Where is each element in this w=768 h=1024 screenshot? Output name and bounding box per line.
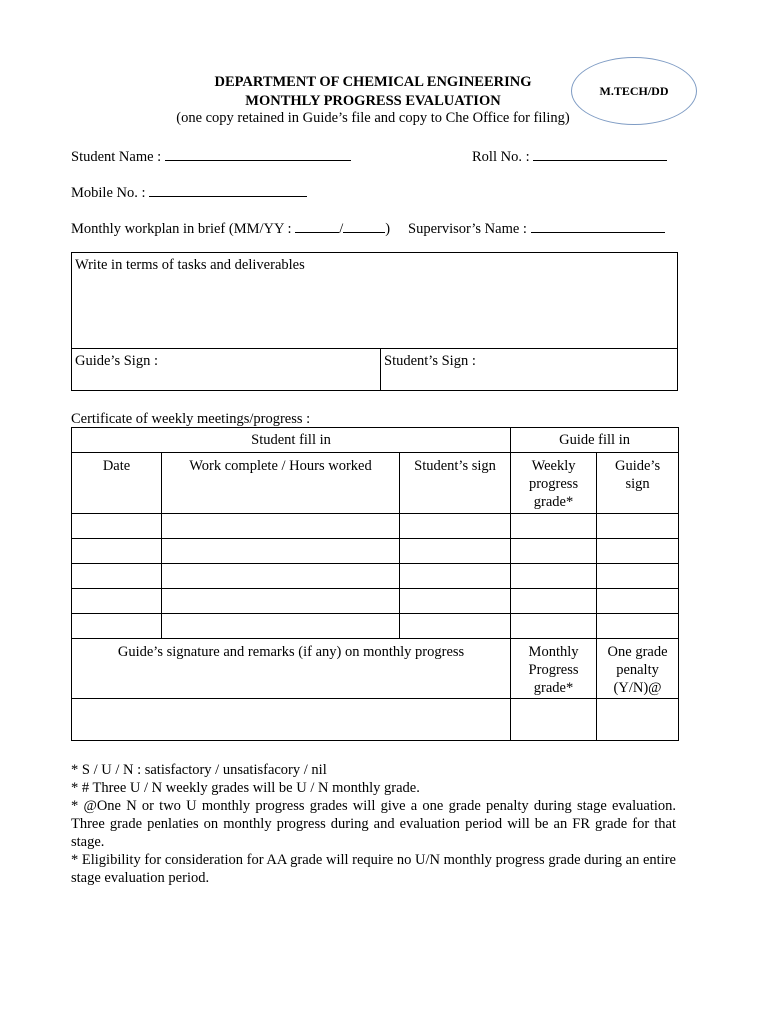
penalty-cell[interactable]	[597, 699, 679, 741]
remarks-cell[interactable]	[72, 699, 511, 741]
guide-fill-label: Guide fill in	[559, 431, 630, 448]
monthly-grade-header	[511, 639, 597, 699]
student-fill-header	[72, 428, 511, 453]
date-cell[interactable]	[72, 589, 162, 614]
student-name-blank[interactable]	[165, 146, 351, 161]
work-cell[interactable]	[162, 514, 400, 539]
supervisor-field	[408, 218, 665, 238]
footnote-weekly: * # Three U / N weekly grades will be U / N monthly grade.	[71, 780, 420, 796]
col-date-label: Date	[102, 458, 131, 474]
col-header-guide-sign	[597, 453, 679, 514]
monthly-grade-label: Monthly Progress grade*	[528, 644, 579, 696]
guide-sign-cell[interactable]	[597, 539, 679, 564]
guide-sign-label: Guide’s Sign :	[75, 353, 158, 369]
guide-sign-cell[interactable]	[72, 349, 381, 391]
col-header-weekly-grade	[511, 453, 597, 514]
roll-no-blank[interactable]	[533, 146, 667, 161]
certificate-table	[71, 427, 679, 741]
workplan-separator: /	[339, 221, 344, 237]
weekly-grade-cell[interactable]	[511, 564, 597, 589]
workplan-table	[71, 252, 678, 391]
weekly-grade-cell[interactable]	[511, 589, 597, 614]
remarks-header	[72, 639, 511, 699]
guide-fill-header	[511, 428, 679, 453]
workplan-hint: Write in terms of tasks and deliverables	[75, 257, 305, 273]
form-subtitle: (one copy retained in Guide’s file and copy to Che Office for filing)	[176, 110, 570, 126]
table-row	[72, 589, 679, 614]
col-student-sign-label: Student’s sign	[414, 458, 496, 474]
supervisor-blank[interactable]	[531, 218, 665, 233]
workplan-close: )	[385, 221, 391, 237]
monthly-grade-cell[interactable]	[511, 699, 597, 741]
work-cell[interactable]	[162, 564, 400, 589]
mobile-no-field	[71, 182, 307, 202]
form-title: MONTHLY PROGRESS EVALUATION	[245, 93, 501, 109]
penalty-header	[597, 639, 679, 699]
student-sign-cell[interactable]	[400, 539, 511, 564]
col-header-work	[162, 453, 400, 514]
table-row	[72, 514, 679, 539]
workplan-label: Monthly workplan in brief (MM/YY :	[71, 221, 292, 237]
workplan-year-blank[interactable]	[343, 218, 385, 233]
roll-no-label: Roll No. :	[472, 149, 530, 165]
guide-sign-cell[interactable]	[597, 564, 679, 589]
work-cell[interactable]	[162, 589, 400, 614]
footnotes	[71, 761, 676, 887]
work-cell[interactable]	[162, 539, 400, 564]
roll-no-field	[472, 146, 667, 166]
mobile-no-blank[interactable]	[149, 182, 307, 197]
student-name-label: Student Name :	[71, 149, 162, 165]
department-heading: DEPARTMENT OF CHEMICAL ENGINEERING	[214, 74, 532, 90]
student-name-field	[71, 146, 351, 166]
date-cell[interactable]	[72, 614, 162, 639]
col-weekly-grade-label: Weekly progress grade*	[528, 458, 579, 510]
penalty-label: One grade penalty (Y/N)@	[607, 644, 668, 696]
table-row	[72, 614, 679, 639]
table-row	[72, 539, 679, 564]
guide-sign-cell[interactable]	[597, 514, 679, 539]
student-sign-cell[interactable]	[381, 349, 678, 391]
workplan-text-area[interactable]	[72, 253, 678, 349]
remarks-label: Guide’s signature and remarks (if any) on monthly progress	[117, 644, 465, 660]
student-sign-cell[interactable]	[400, 564, 511, 589]
student-sign-cell[interactable]	[400, 614, 511, 639]
table-row	[72, 564, 679, 589]
col-header-date	[72, 453, 162, 514]
student-sign-cell[interactable]	[400, 589, 511, 614]
certificate-title: Certificate of weekly meetings/progress :	[71, 411, 311, 427]
col-header-student-sign	[400, 453, 511, 514]
col-work-label: Work complete / Hours worked	[189, 458, 372, 474]
work-cell[interactable]	[162, 614, 400, 639]
weekly-grade-cell[interactable]	[511, 539, 597, 564]
guide-sign-cell[interactable]	[597, 589, 679, 614]
mobile-no-label: Mobile No. :	[71, 185, 146, 201]
footnote-penalty: * @One N or two U monthly progress grades will give a one grade penalty during stage evaluation. Three grade penlaties on monthly progress during and evaluation period will be an FR grade for that stage.	[71, 798, 676, 850]
supervisor-label: Supervisor’s Name :	[408, 221, 527, 237]
date-cell[interactable]	[72, 514, 162, 539]
workplan-month-blank[interactable]	[295, 218, 339, 233]
student-sign-cell[interactable]	[400, 514, 511, 539]
date-cell[interactable]	[72, 564, 162, 589]
weekly-grade-cell[interactable]	[511, 614, 597, 639]
student-sign-label: Student’s Sign :	[384, 353, 476, 369]
date-cell[interactable]	[72, 539, 162, 564]
footnote-grades: * S / U / N : satisfactory / unsatisfacory / nil	[71, 762, 327, 778]
student-fill-label: Student fill in	[251, 431, 331, 448]
weekly-grade-cell[interactable]	[511, 514, 597, 539]
workplan-period-field	[71, 218, 390, 238]
program-badge	[571, 57, 697, 125]
program-badge-label: M.TECH/DD	[599, 83, 669, 98]
col-guide-sign-label: Guide’s sign	[614, 458, 661, 492]
footnote-eligibility: * Eligibility for consideration for AA grade will require no U/N monthly progress grade during an entire stage evaluation period.	[71, 852, 676, 886]
guide-sign-cell[interactable]	[597, 614, 679, 639]
